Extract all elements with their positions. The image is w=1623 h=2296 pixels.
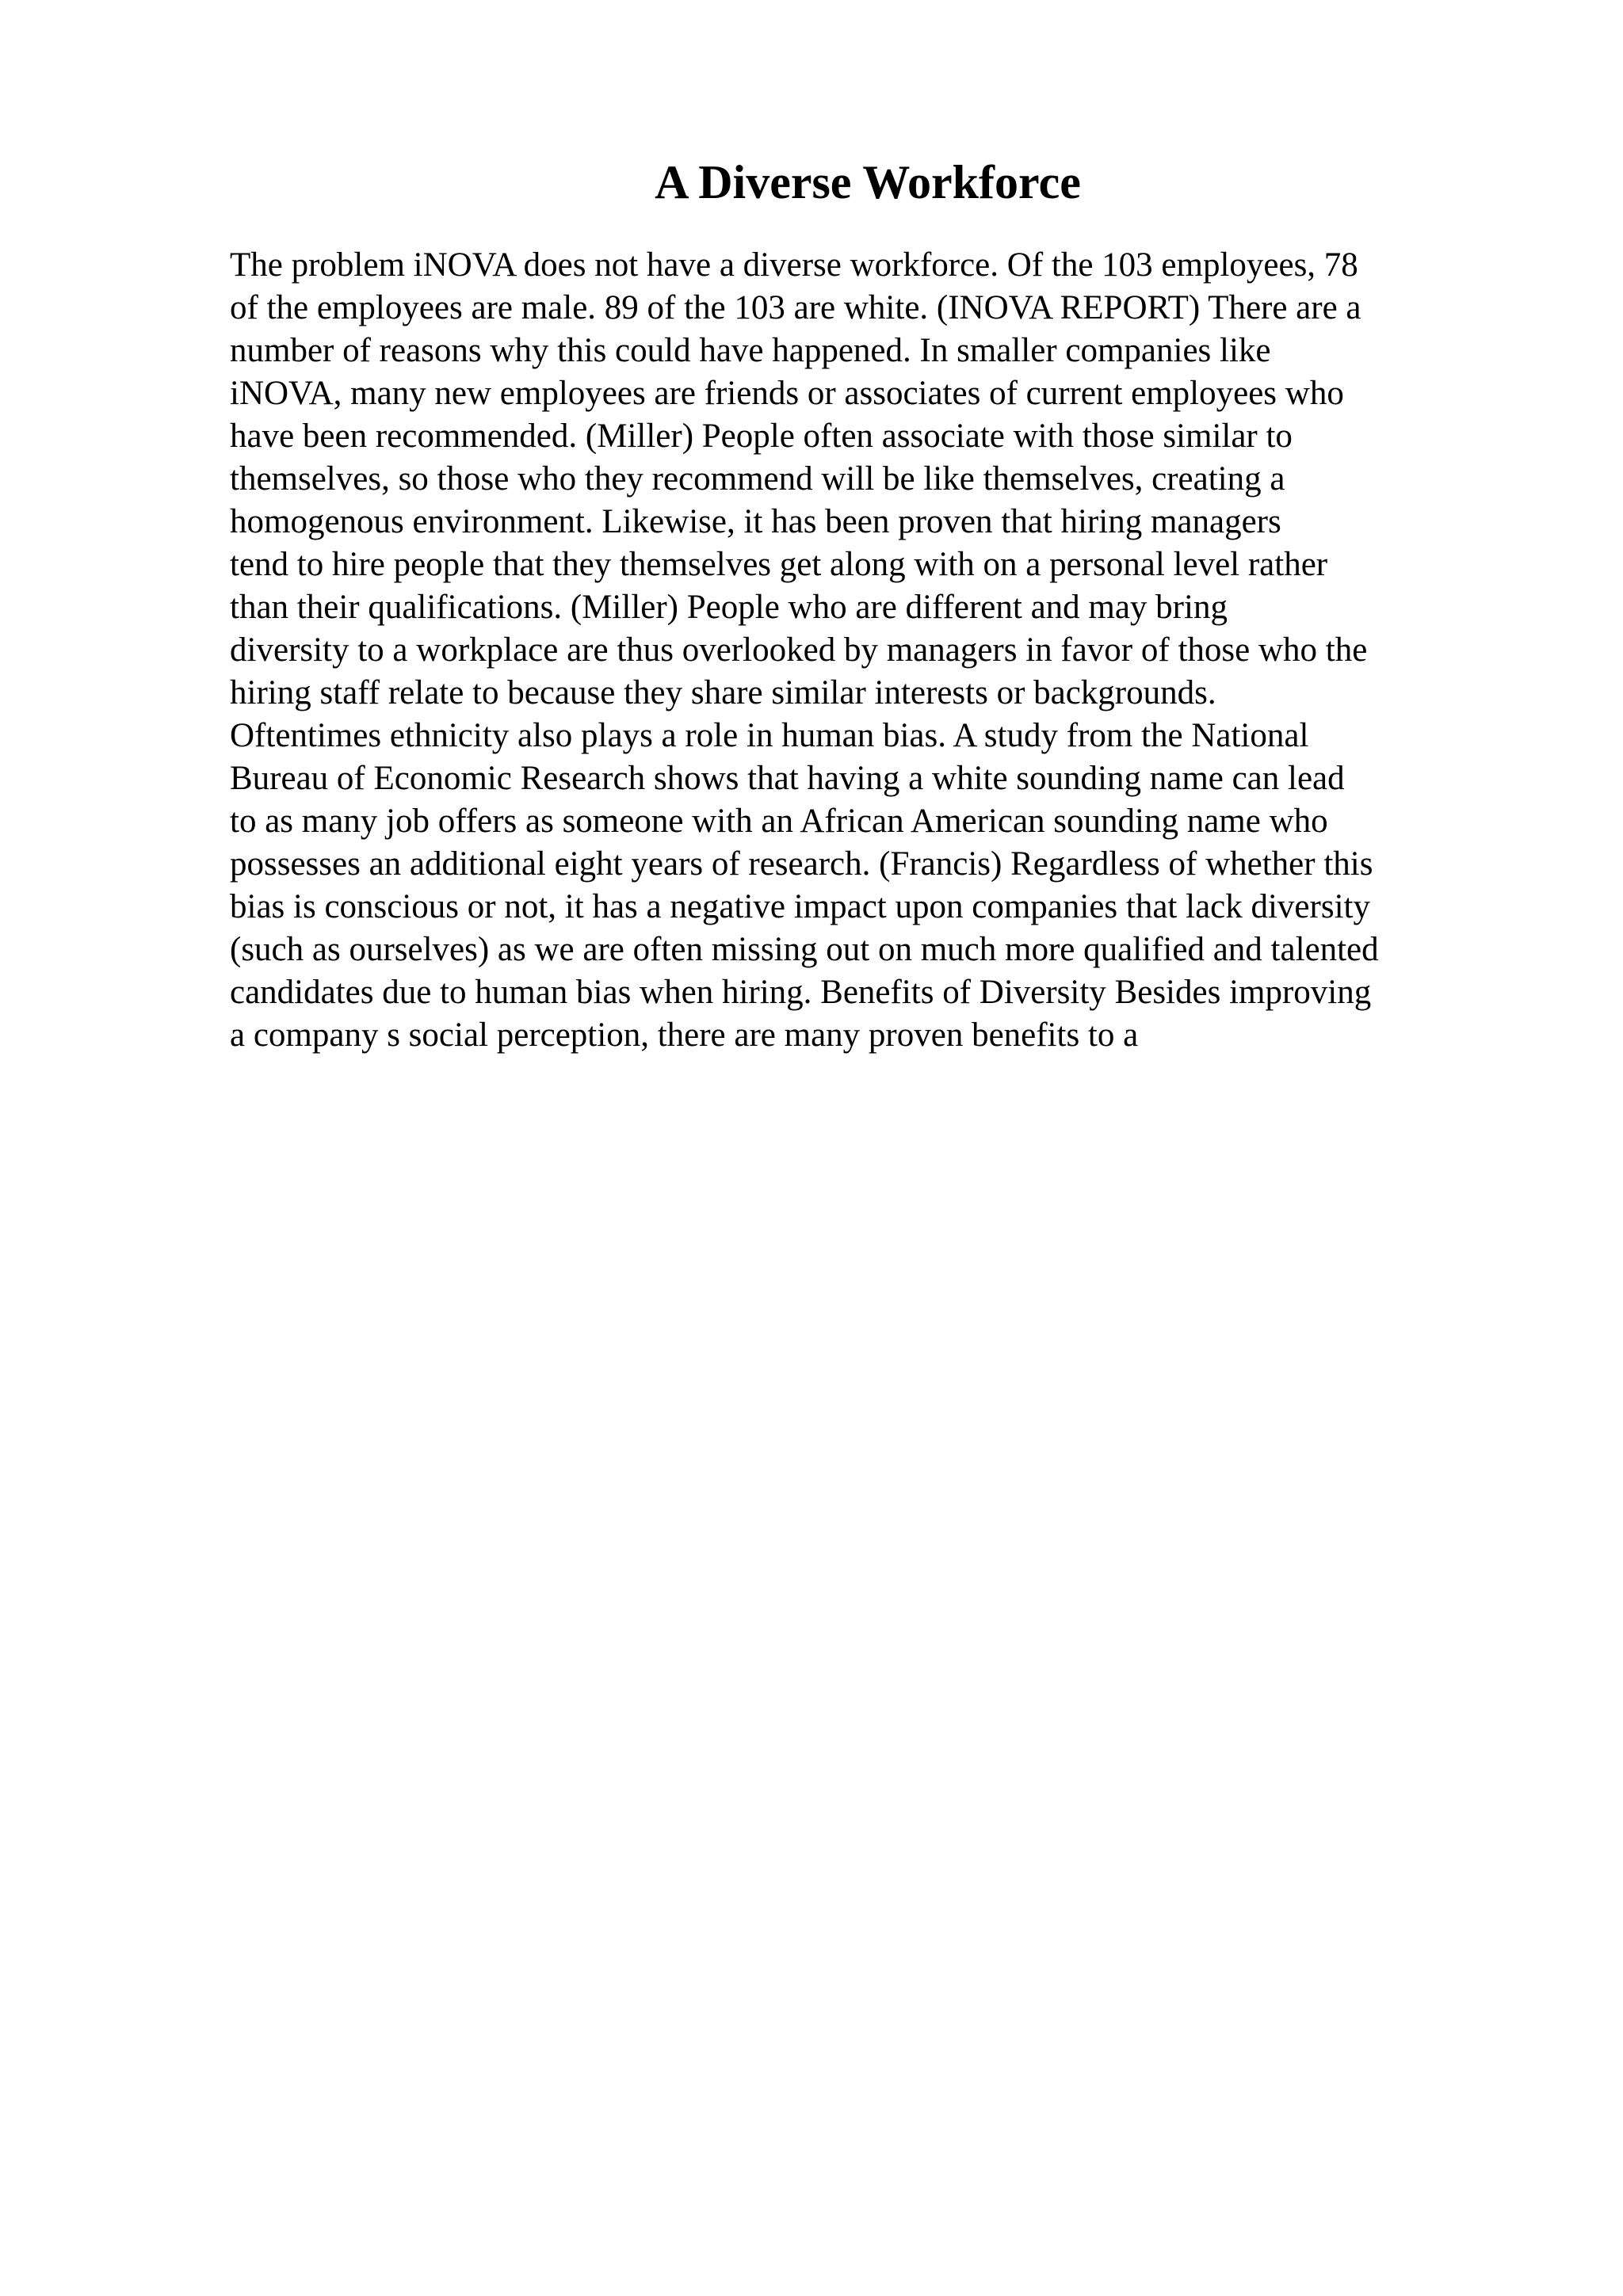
body-line: The problem iNOVA does not have a diverse workforce. Of the 103 employees, 78 — [230, 246, 1358, 284]
body-line: (such as ourselves) as we are often missing out on much more qualified and talented — [230, 931, 1379, 968]
document-body — [230, 244, 1498, 1057]
document-title: A Diverse Workforce — [655, 156, 1081, 208]
body-line: number of reasons why this could have happened. In smaller companies like — [230, 332, 1271, 369]
body-line: bias is conscious or not, it has a negative impact upon companies that lack diversity — [230, 888, 1370, 925]
body-line: homogenous environment. Likewise, it has been proven that hiring managers — [230, 503, 1281, 540]
body-line: than their qualifications. (Miller) People who are different and may bring — [230, 589, 1228, 626]
body-line: iNOVA, many new employees are friends or associates of current employees who — [230, 375, 1344, 412]
body-line: have been recommended. (Miller) People often associate with those similar to — [230, 418, 1293, 455]
body-line: hiring staff relate to because they share similar interests or backgrounds. — [230, 674, 1216, 711]
body-line: to as many job offers as someone with an African American sounding name who — [230, 803, 1328, 840]
body-line: diversity to a workplace are thus overlooked by managers in favor of those who the — [230, 631, 1368, 669]
body-line: themselves, so those who they recommend will be like themselves, creating a — [230, 460, 1285, 498]
body-line: tend to hire people that they themselves get along with on a personal level rather — [230, 546, 1328, 583]
body-line: a company s social perception, there are many proven benefits to a — [230, 1016, 1139, 1054]
body-line: Bureau of Economic Research shows that having a white sounding name can lead — [230, 760, 1345, 797]
body-line: Oftentimes ethnicity also plays a role in human bias. A study from the National — [230, 717, 1309, 754]
body-line: of the employees are male. 89 of the 103 are white. (INOVA REPORT) There are a — [230, 289, 1361, 326]
body-line: candidates due to human bias when hiring. Benefits of Diversity Besides improving — [230, 974, 1372, 1011]
body-line: possesses an additional eight years of research. (Francis) Regardless of whether this — [230, 845, 1373, 883]
